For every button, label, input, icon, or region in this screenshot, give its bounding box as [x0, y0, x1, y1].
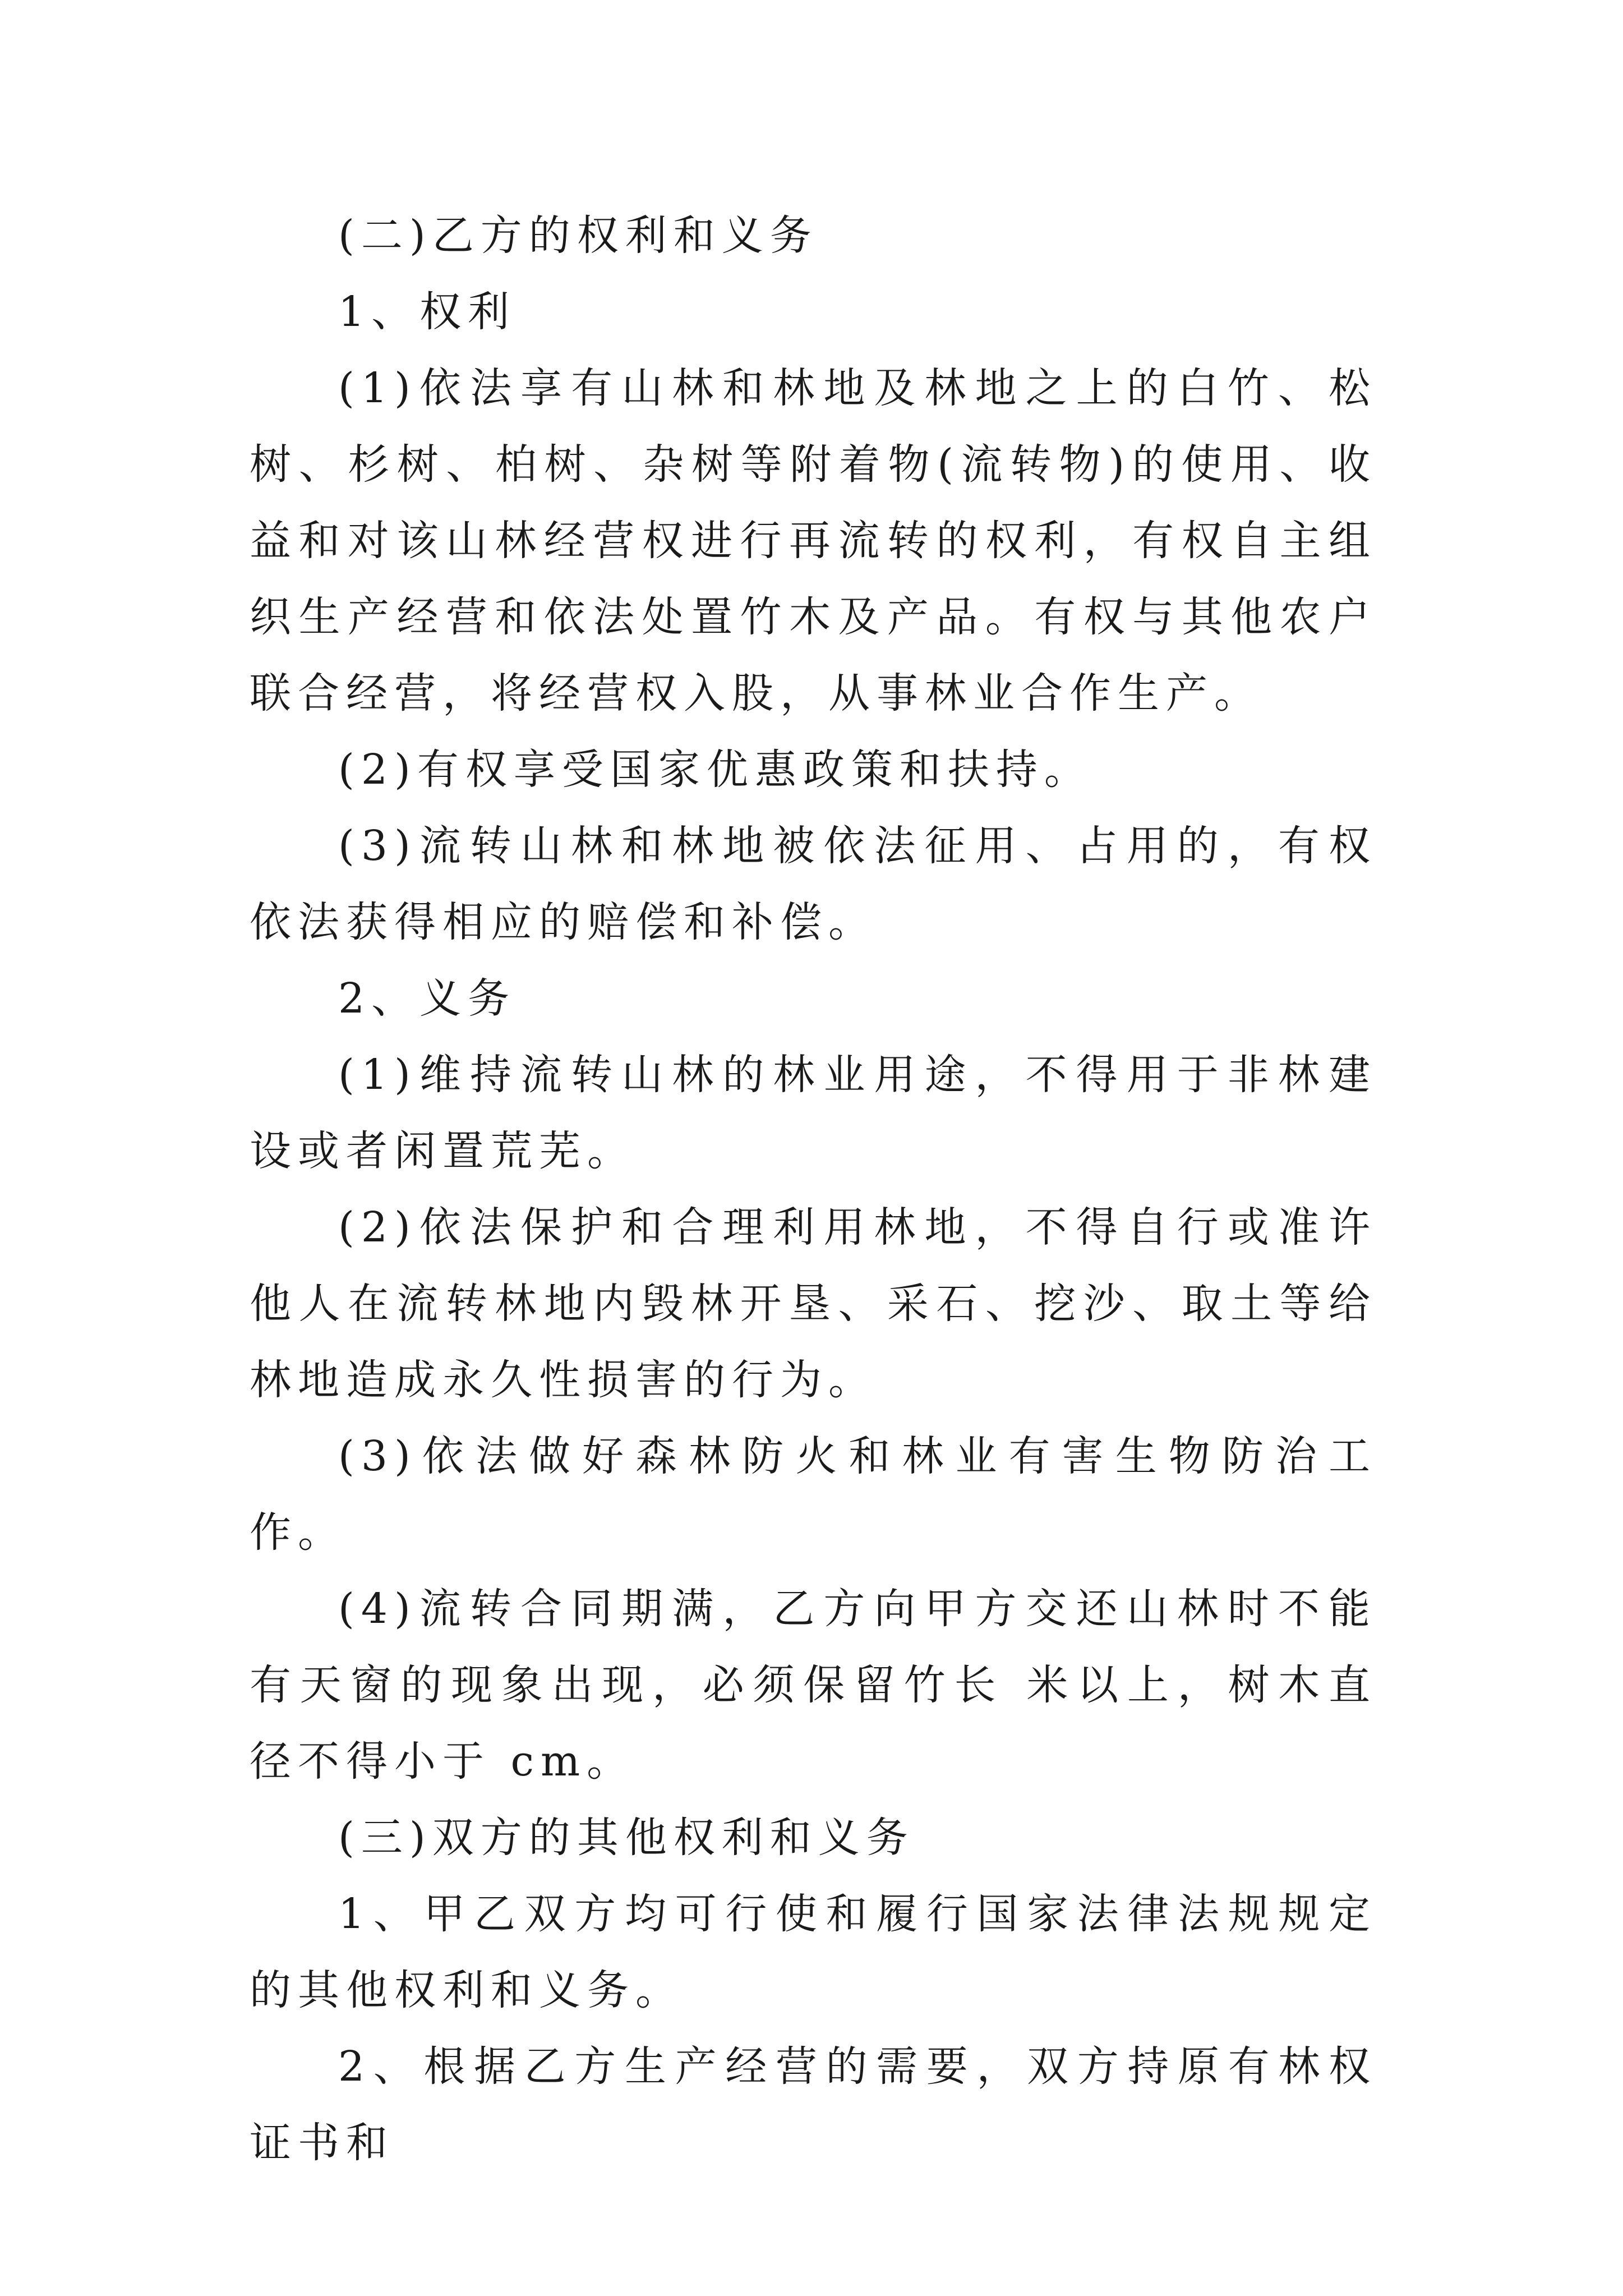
paragraph-right-3: (3)流转山林和林地被依法征用、占用的，有权依法获得相应的赔偿和补偿。: [250, 822, 1377, 946]
paragraph-duty-4: (4)流转合同期满，乙方向甲方交还山林时不能有天窗的现象出现，必须保留竹长 米以上，树木直径不得小于 cm。: [250, 1585, 1377, 1786]
paragraph-mutual-2: 2、根据乙方生产经营的需要，双方持原有林权证书和: [250, 2042, 1377, 2167]
section-heading-party-b-rights-duties: (二)乙方的权利和义务: [338, 211, 818, 260]
subheading-duties: 2、义务: [338, 974, 517, 1023]
paragraph-right-1: (1)依法享有山林和林地及林地之上的白竹、松树、杉树、柏树、杂树等附着物(流转物)的使用、收益和对该山林经营权进行再流转的权利，有权自主组织生产经营和依法处置竹木及产品。有权与其他农户联合经营，将经营权入股，从事林业合作生产。: [250, 364, 1377, 717]
paragraph-right-2: (2)有权享受国家优惠政策和扶持。: [338, 746, 1092, 794]
section-heading-mutual-rights-duties: (三)双方的其他权利和义务: [338, 1814, 915, 1862]
document-body: [250, 197, 1377, 2181]
paragraph-duty-1: (1)维持流转山林的林业用途，不得用于非林建设或者闲置荒芜。: [250, 1051, 1377, 1175]
paragraph-duty-3: (3)依法做好森林防火和林业有害生物防治工作。: [250, 1432, 1377, 1557]
subheading-rights: 1、权利: [338, 288, 517, 336]
paragraph-mutual-1: 1、甲乙双方均可行使和履行国家法律法规规定的其他权利和义务。: [250, 1890, 1377, 2014]
paragraph-duty-2: (2)依法保护和合理利用林地，不得自行或准许他人在流转林地内毁林开垦、采石、挖沙、取土等给林地造成永久性损害的行为。: [250, 1203, 1377, 1404]
